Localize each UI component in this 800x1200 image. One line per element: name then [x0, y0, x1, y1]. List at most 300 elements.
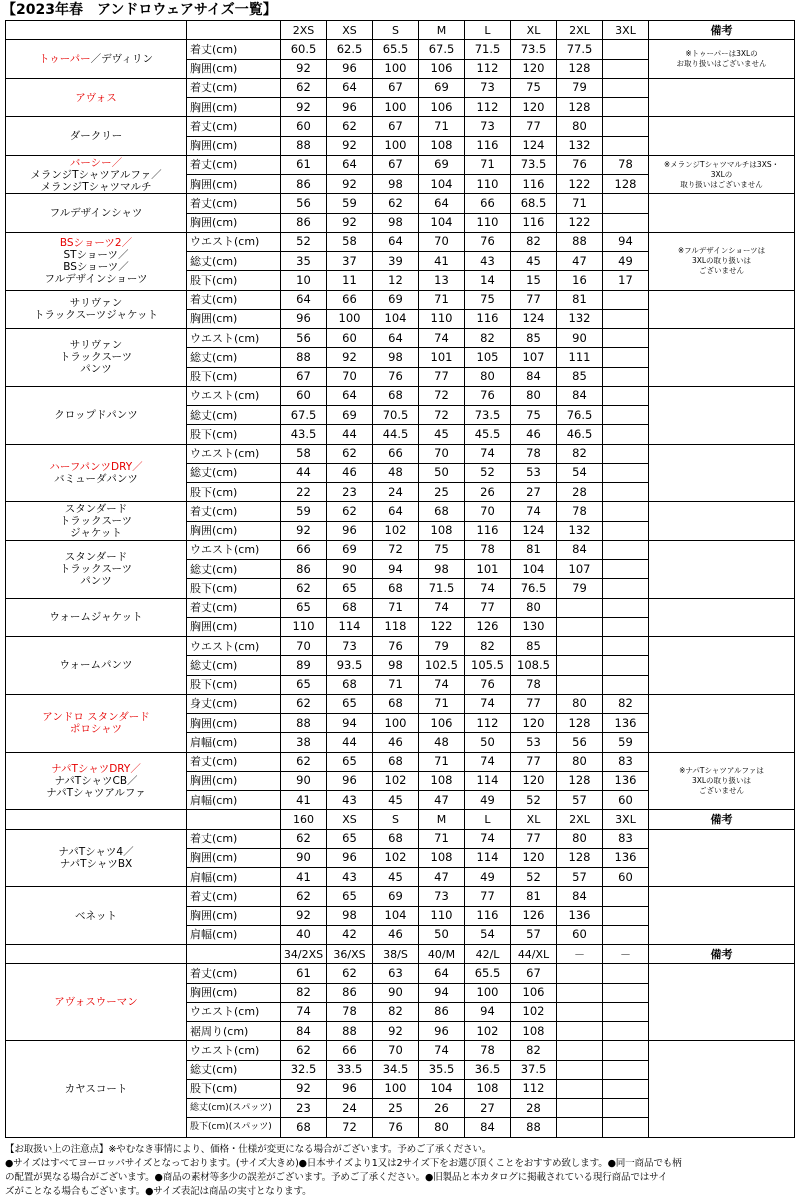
size-value: 41: [281, 868, 327, 887]
size-value: 14: [465, 271, 511, 290]
size-value: 96: [327, 59, 373, 78]
size-value: 71: [419, 290, 465, 309]
size-value: [603, 887, 649, 906]
size-value: 74: [511, 502, 557, 521]
remarks-cell: [649, 598, 795, 637]
product-name-line: トゥーパー: [38, 53, 91, 65]
size-value: 93.5: [327, 656, 373, 675]
size-header: 3XL: [603, 21, 649, 40]
size-value: 78: [603, 155, 649, 174]
size-value: 39: [373, 252, 419, 271]
size-value: [603, 367, 649, 386]
remarks-cell: ※ナパTシャツアルファは 3XLの取り扱いは ございません: [649, 752, 795, 810]
size-value: 100: [373, 1079, 419, 1098]
size-value: 102: [373, 521, 419, 540]
product-name: [6, 290, 187, 329]
size-value: 104: [419, 175, 465, 194]
size-value: 80: [511, 598, 557, 617]
product-name: [6, 752, 187, 810]
size-value: 116: [465, 309, 511, 328]
product-name-line: パンツ: [80, 363, 112, 376]
size-value: 69: [373, 887, 419, 906]
measurement-label: ウエスト(cm): [187, 637, 281, 656]
size-value: 77: [511, 829, 557, 848]
measurement-label: 胸囲(cm): [187, 848, 281, 867]
size-value: 43: [327, 868, 373, 887]
size-value: 124: [511, 309, 557, 328]
size-value: 122: [557, 175, 603, 194]
size-value: 77: [511, 694, 557, 713]
size-value: 68: [373, 694, 419, 713]
remarks-cell: ※フルデザインショーツは 3XLの取り扱いは ございません: [649, 232, 795, 290]
size-value: 73: [465, 78, 511, 97]
size-value: 71.5: [419, 579, 465, 598]
product-name-line: ナパTシャツBX: [59, 857, 133, 870]
measurement-label: 着丈(cm): [187, 40, 281, 59]
size-value: 96: [327, 521, 373, 540]
size-value: 111: [557, 348, 603, 367]
remarks-cell: [649, 329, 795, 387]
remarks-cell: ※トゥーパーは3XLの お取り扱いはございません: [649, 40, 795, 79]
size-value: 80: [511, 386, 557, 405]
product-name-line: アヴォスウーマン: [54, 996, 138, 1009]
size-value: 100: [327, 309, 373, 328]
size-value: 23: [327, 483, 373, 502]
size-value: 122: [419, 617, 465, 636]
measurement-label: 胸囲(cm): [187, 714, 281, 733]
product-name-line: フルデザインショーツ: [44, 273, 148, 286]
size-value: [603, 502, 649, 521]
size-value: 85: [511, 329, 557, 348]
product-name-line: ／デヴィリン: [90, 53, 154, 65]
size-value: 12: [373, 271, 419, 290]
measurement-label: 股下(cm): [187, 579, 281, 598]
size-value: [557, 617, 603, 636]
size-value: 37: [327, 252, 373, 271]
size-value: 60: [557, 925, 603, 944]
measurement-label: 身丈(cm): [187, 694, 281, 713]
size-value: 45: [373, 791, 419, 810]
measurement-label: ウエスト(cm): [187, 540, 281, 559]
size-value: 70: [373, 1041, 419, 1060]
size-header: 40/M: [419, 945, 465, 964]
remarks-cell: [649, 444, 795, 502]
size-value: 49: [465, 868, 511, 887]
size-value: [603, 213, 649, 232]
size-value: 66: [465, 194, 511, 213]
measurement-row: [6, 637, 795, 656]
size-value: 130: [511, 617, 557, 636]
size-value: 84: [511, 367, 557, 386]
measurement-row: [6, 194, 795, 213]
size-value: 108.5: [511, 656, 557, 675]
size-value: 112: [511, 1079, 557, 1098]
size-value: 96: [281, 309, 327, 328]
size-value: 52: [281, 232, 327, 251]
size-value: 71: [465, 155, 511, 174]
measurement-label: 肩幅(cm): [187, 925, 281, 944]
product-name-line: ハーフパンツDRY／: [49, 460, 143, 473]
size-value: 77: [511, 290, 557, 309]
size-value: 37.5: [511, 1060, 557, 1079]
size-value: 11: [327, 271, 373, 290]
size-value: 79: [419, 637, 465, 656]
measurement-label: 胸囲(cm): [187, 136, 281, 155]
size-value: 92: [327, 348, 373, 367]
product-name-line: ナパTシャツDRY／: [51, 762, 141, 775]
size-value: 50: [419, 463, 465, 482]
size-value: 49: [603, 252, 649, 271]
size-value: 92: [281, 906, 327, 925]
size-value: 94: [373, 560, 419, 579]
size-value: 47: [419, 791, 465, 810]
size-value: 27: [465, 1099, 511, 1118]
size-value: 98: [373, 348, 419, 367]
size-value: 54: [557, 463, 603, 482]
size-value: 80: [557, 117, 603, 136]
size-value: [557, 637, 603, 656]
size-value: 116: [465, 136, 511, 155]
size-value: [603, 675, 649, 694]
size-value: 62: [281, 887, 327, 906]
size-value: 76: [465, 675, 511, 694]
size-value: [557, 983, 603, 1002]
measurement-label: 股下(cm): [187, 1079, 281, 1098]
size-value: 66: [373, 444, 419, 463]
size-value: [603, 598, 649, 617]
size-value: 69: [419, 78, 465, 97]
size-value: 67: [281, 367, 327, 386]
size-value: 46: [327, 463, 373, 482]
remarks-cell: [649, 1041, 795, 1137]
size-value: [603, 290, 649, 309]
size-header-row: [6, 945, 795, 964]
product-name-line: スタンダード: [64, 503, 128, 515]
size-value: 68.5: [511, 194, 557, 213]
measurement-label: 着丈(cm): [187, 78, 281, 97]
size-value: 76: [557, 155, 603, 174]
size-value: 94: [603, 232, 649, 251]
measurement-label: 股下(cm)(スパッツ): [187, 1118, 281, 1137]
product-name-line: ナパTシャツアルファ: [46, 786, 146, 799]
size-value: 78: [465, 540, 511, 559]
measurement-label: 総丈(cm): [187, 463, 281, 482]
size-value: 67.5: [419, 40, 465, 59]
size-value: 82: [511, 1041, 557, 1060]
size-value: 90: [281, 771, 327, 790]
size-value: 76.5: [557, 406, 603, 425]
size-value: 74: [419, 329, 465, 348]
size-value: 64: [373, 329, 419, 348]
product-name-line: トラックスーツ: [59, 563, 133, 576]
size-value: 65: [327, 694, 373, 713]
size-value: [603, 98, 649, 117]
measurement-label: 肩幅(cm): [187, 733, 281, 752]
measurement-label: 胸囲(cm): [187, 521, 281, 540]
size-value: 76: [373, 637, 419, 656]
product-name: [6, 329, 187, 387]
size-value: 45: [373, 868, 419, 887]
size-value: 64: [281, 290, 327, 309]
size-header: L: [465, 810, 511, 829]
size-value: 73.5: [511, 40, 557, 59]
size-value: 22: [281, 483, 327, 502]
size-value: 77: [511, 117, 557, 136]
size-value: 62: [281, 579, 327, 598]
size-value: [603, 1079, 649, 1098]
size-header: L: [465, 21, 511, 40]
size-value: 82: [557, 444, 603, 463]
size-value: 72: [419, 406, 465, 425]
size-value: [603, 425, 649, 444]
size-value: 64: [419, 194, 465, 213]
size-value: 64: [419, 964, 465, 983]
size-value: 102: [373, 771, 419, 790]
size-value: 90: [327, 560, 373, 579]
size-value: 110: [465, 213, 511, 232]
size-value: 136: [557, 906, 603, 925]
size-value: 68: [327, 598, 373, 617]
size-value: 17: [603, 271, 649, 290]
size-value: 62: [327, 964, 373, 983]
size-value: [603, 1099, 649, 1118]
remarks-cell: [649, 887, 795, 945]
size-value: 52: [511, 791, 557, 810]
measurement-label: ウエスト(cm): [187, 386, 281, 405]
size-value: 108: [465, 1079, 511, 1098]
size-value: 43.5: [281, 425, 327, 444]
size-value: 84: [557, 540, 603, 559]
size-value: 116: [511, 213, 557, 232]
size-value: 107: [511, 348, 557, 367]
product-name-line: ウォームジャケット: [49, 611, 143, 624]
measurement-row: [6, 155, 795, 174]
size-value: 84: [281, 1022, 327, 1041]
size-value: [603, 656, 649, 675]
size-value: 65.5: [465, 964, 511, 983]
remarks-cell: [649, 637, 795, 695]
size-value: 80: [557, 829, 603, 848]
size-value: 56: [557, 733, 603, 752]
size-value: 62.5: [327, 40, 373, 59]
product-name: [6, 1041, 187, 1137]
size-value: 105: [465, 348, 511, 367]
size-value: 74: [419, 1041, 465, 1060]
size-value: 77: [465, 887, 511, 906]
size-header: 34/2XS: [281, 945, 327, 964]
size-value: 71: [419, 829, 465, 848]
measurement-label: 肩幅(cm): [187, 868, 281, 887]
size-value: [557, 1022, 603, 1041]
size-value: 86: [419, 1002, 465, 1021]
measurement-label: 着丈(cm): [187, 964, 281, 983]
measurement-label: 総丈(cm): [187, 656, 281, 675]
measurement-row: [6, 502, 795, 521]
size-header: －: [603, 945, 649, 964]
product-name: [6, 78, 187, 117]
remarks-cell: [649, 78, 795, 117]
remarks-cell: [649, 117, 795, 156]
product-name-line: サリヴァン: [69, 297, 123, 310]
size-value: 77: [419, 367, 465, 386]
measurement-row: [6, 829, 795, 848]
size-value: 60: [603, 791, 649, 810]
measurement-row: [6, 540, 795, 559]
size-value: 65.5: [373, 40, 419, 59]
size-value: 68: [419, 502, 465, 521]
size-value: 84: [557, 386, 603, 405]
size-value: 33.5: [327, 1060, 373, 1079]
size-value: 126: [465, 617, 511, 636]
size-value: 77: [511, 752, 557, 771]
size-value: 16: [557, 271, 603, 290]
size-value: 25: [419, 483, 465, 502]
size-value: 73: [419, 887, 465, 906]
size-value: 100: [373, 136, 419, 155]
size-value: 15: [511, 271, 557, 290]
note-line: 【お取扱い上の注意点】※やむなき事情により、価格・仕様が変更になる場合がございます。予めご了承ください。: [5, 1144, 492, 1155]
size-value: 83: [603, 829, 649, 848]
size-value: 44: [327, 425, 373, 444]
measurement-row: [6, 598, 795, 617]
size-value: [603, 637, 649, 656]
measurement-label: 着丈(cm): [187, 290, 281, 309]
size-value: 92: [281, 1079, 327, 1098]
size-value: 100: [465, 983, 511, 1002]
product-name: [6, 637, 187, 695]
size-value: 76.5: [511, 579, 557, 598]
size-value: 92: [281, 98, 327, 117]
size-value: 108: [511, 1022, 557, 1041]
size-value: 52: [511, 868, 557, 887]
size-value: [603, 463, 649, 482]
size-value: 128: [557, 771, 603, 790]
size-value: 72: [419, 386, 465, 405]
size-value: 67: [373, 78, 419, 97]
size-value: 105.5: [465, 656, 511, 675]
measurement-label: 着丈(cm): [187, 502, 281, 521]
product-name-line: サリヴァン: [69, 339, 123, 352]
size-value: [603, 540, 649, 559]
size-value: 132: [557, 521, 603, 540]
size-value: 44: [327, 733, 373, 752]
size-value: [603, 406, 649, 425]
size-value: 88: [281, 348, 327, 367]
size-value: 110: [419, 309, 465, 328]
size-value: 96: [419, 1022, 465, 1041]
size-header: XS: [327, 21, 373, 40]
size-value: 78: [327, 1002, 373, 1021]
size-header: 2XL: [557, 810, 603, 829]
size-value: 61: [281, 155, 327, 174]
size-value: 96: [327, 98, 373, 117]
size-value: 69: [419, 155, 465, 174]
size-header-row: [6, 21, 795, 40]
product-name: [6, 502, 187, 541]
size-value: 42: [327, 925, 373, 944]
size-value: 136: [603, 714, 649, 733]
size-value: 34.5: [373, 1060, 419, 1079]
product-name: [6, 829, 187, 887]
remarks-cell: [649, 386, 795, 444]
size-value: 70: [419, 444, 465, 463]
size-value: 106: [419, 59, 465, 78]
size-header: 160: [281, 810, 327, 829]
measurement-label: 胸囲(cm): [187, 983, 281, 1002]
measurement-label: 総丈(cm): [187, 1060, 281, 1079]
size-value: 75: [465, 290, 511, 309]
product-name-line: アンドロ スタンダード: [42, 711, 150, 724]
size-value: 62: [281, 694, 327, 713]
size-value: 94: [327, 714, 373, 733]
size-value: 71: [373, 598, 419, 617]
size-value: 76: [465, 232, 511, 251]
measurement-label: 着丈(cm): [187, 155, 281, 174]
size-value: 78: [511, 444, 557, 463]
size-value: [603, 309, 649, 328]
size-value: [603, 964, 649, 983]
size-header: M: [419, 21, 465, 40]
product-name-line: トラックスーツジャケット: [33, 309, 158, 322]
handling-notes: [5, 1143, 797, 1199]
product-name-line: カヤスコート: [64, 1082, 128, 1095]
size-value: 45: [511, 252, 557, 271]
size-value: 67.5: [281, 406, 327, 425]
product-name: [6, 598, 187, 637]
size-value: 104: [373, 906, 419, 925]
size-value: 114: [465, 771, 511, 790]
size-value: 50: [465, 733, 511, 752]
product-name: [6, 117, 187, 156]
size-header: 2XS: [281, 21, 327, 40]
size-value: 71: [419, 694, 465, 713]
product-name-line: BSショーツ2／: [59, 237, 133, 250]
size-value: 101: [419, 348, 465, 367]
size-value: 108: [419, 848, 465, 867]
size-value: 71: [373, 675, 419, 694]
size-value: [603, 40, 649, 59]
size-value: 126: [511, 906, 557, 925]
size-value: 108: [419, 521, 465, 540]
size-value: 62: [327, 502, 373, 521]
size-value: 60: [327, 329, 373, 348]
remarks-header: 備考: [649, 810, 795, 829]
size-value: 57: [557, 868, 603, 887]
product-name-line: フルデザインシャツ: [49, 207, 143, 219]
size-value: 54: [465, 925, 511, 944]
size-value: 84: [465, 1118, 511, 1137]
size-value: 59: [281, 502, 327, 521]
size-value: 65: [327, 829, 373, 848]
size-value: 85: [511, 637, 557, 656]
size-value: 83: [603, 752, 649, 771]
measurement-label: ウエスト(cm): [187, 1041, 281, 1060]
size-value: [603, 117, 649, 136]
size-value: 78: [511, 675, 557, 694]
size-value: 77: [465, 598, 511, 617]
measurement-label: 着丈(cm): [187, 194, 281, 213]
size-value: 106: [419, 714, 465, 733]
measurement-label: 着丈(cm): [187, 829, 281, 848]
size-value: 98: [419, 560, 465, 579]
measurement-label: 胸囲(cm): [187, 175, 281, 194]
size-header: 44/XL: [511, 945, 557, 964]
size-value: 70: [327, 367, 373, 386]
measurement-row: [6, 964, 795, 983]
remarks-cell: ※メランジTシャツマルチは3XS・ 3XLの 取り扱いはございません: [649, 155, 795, 194]
size-value: 114: [465, 848, 511, 867]
measurement-label: 胸囲(cm): [187, 906, 281, 925]
